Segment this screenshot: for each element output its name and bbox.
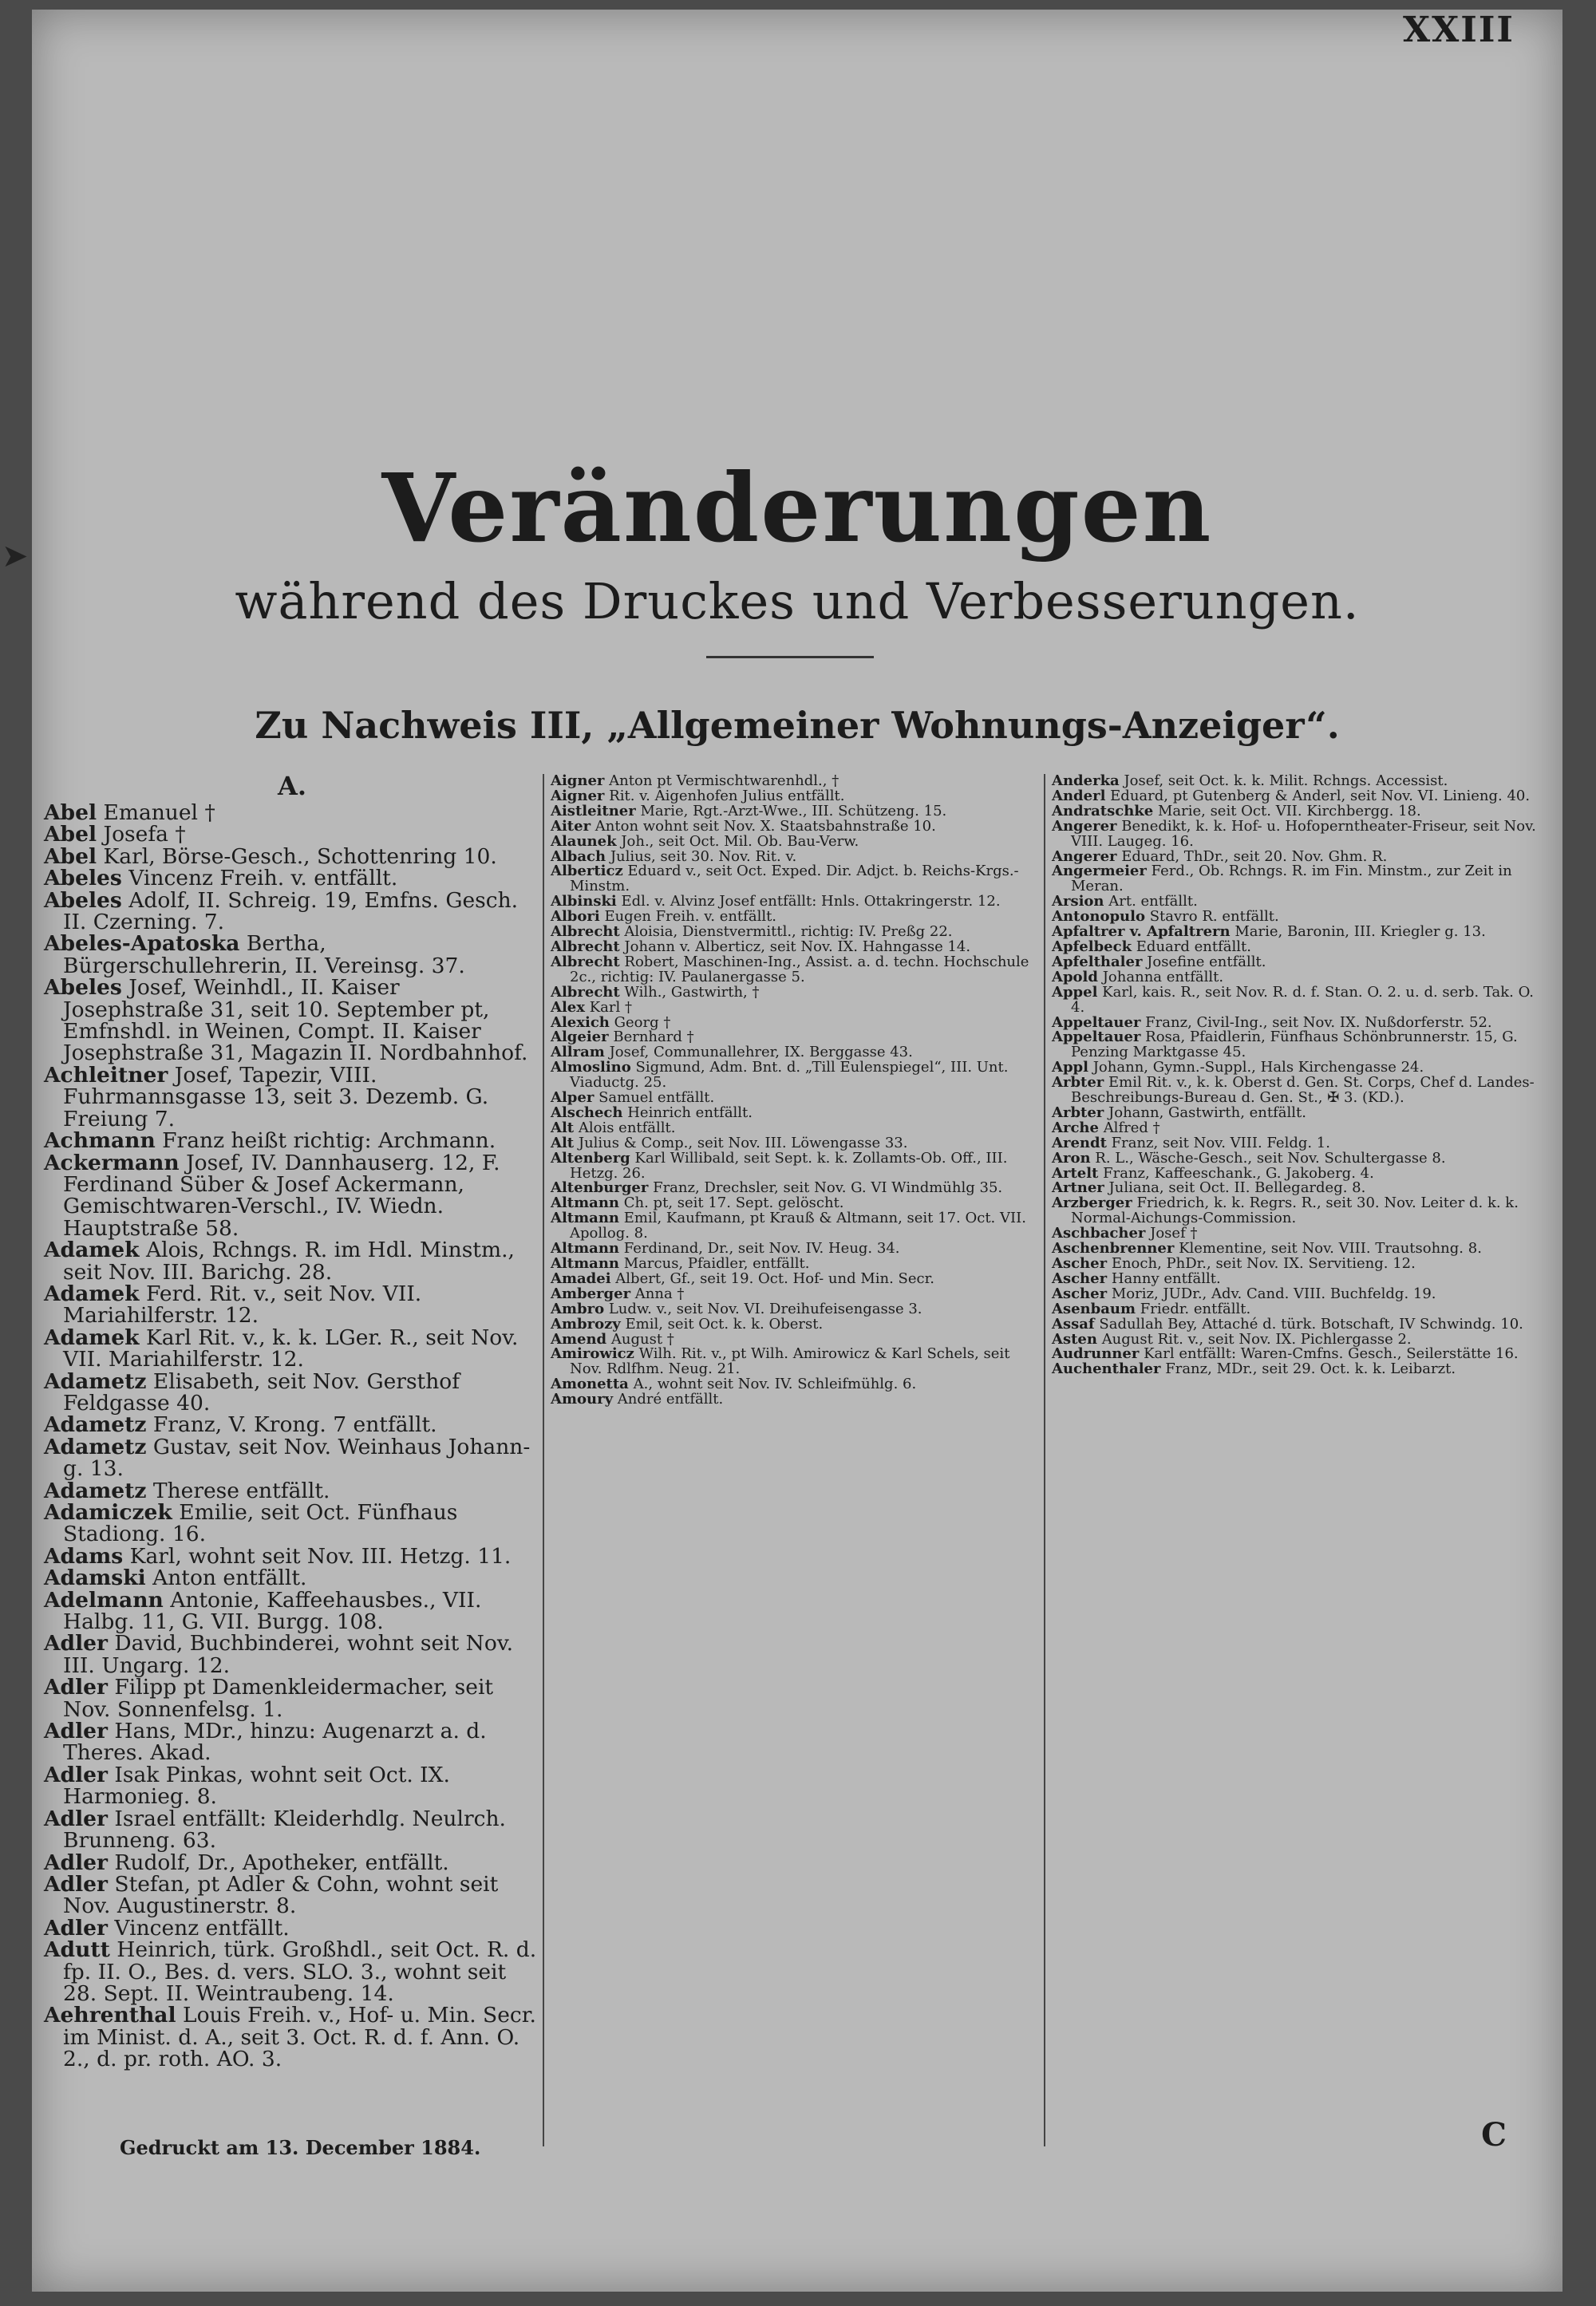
entry-text: Anton pt Vermischtwarenhdl., † xyxy=(609,772,839,789)
entry-text: A., wohnt seit Nov. IV. Schleifmühlg. 6. xyxy=(633,1376,917,1393)
directory-entry xyxy=(44,1239,540,1283)
entry-text: Josef, seit Oct. k. k. Milit. Rchngs. Accessist. xyxy=(1124,772,1448,789)
directory-entry xyxy=(44,933,540,977)
entry-name: Albrecht xyxy=(551,923,620,941)
entry-name: Angermeier xyxy=(1052,863,1147,880)
entry-name: Alt xyxy=(551,1119,575,1136)
directory-entry xyxy=(44,823,540,845)
entry-name: Adams xyxy=(44,1543,124,1569)
entry-text: André entfällt. xyxy=(617,1391,724,1408)
entry-text: Moriz, JUDr., Adv. Cand. VIII. Buchfeldg. 19. xyxy=(1111,1285,1436,1302)
entry-text: Ch. pt, seit 17. Sept. gelöscht. xyxy=(623,1194,844,1212)
directory-entry xyxy=(551,1060,1041,1091)
entry-name: Anderka xyxy=(1052,772,1120,789)
entry-text: August Rit. v., seit Nov. IX. Pichlergasse 2. xyxy=(1101,1330,1412,1348)
entry-text: Ludw. v., seit Nov. VI. Dreihufeisengasse 3. xyxy=(608,1300,922,1317)
entry-name: Abeles-Apatoska xyxy=(44,931,240,957)
entry-text: Karl † xyxy=(589,998,632,1016)
entry-text: Friedr. entfällt. xyxy=(1140,1300,1251,1317)
entry-text: Josef, Weinhdl., II. Kaiser Josephstraße 31, seit 10. September pt, Emfnshdl. in Weinen, Compt. II. Kaiser Josephstraße 31, Magazin II. Nordbahnhof. xyxy=(63,975,528,1066)
entry-text: Georg † xyxy=(614,1013,671,1031)
entry-name: Angerer xyxy=(1052,847,1117,865)
directory-entry xyxy=(44,1064,540,1130)
entry-text: Isak Pinkas, wohnt seit Oct. IX. Harmonieg. 8. xyxy=(63,1762,450,1810)
entry-name: Adler xyxy=(44,1871,108,1897)
directory-entry xyxy=(44,1871,540,1919)
entry-name: Adametz xyxy=(44,1434,147,1459)
entry-text: Johanna entfällt. xyxy=(1102,968,1224,985)
directory-entry xyxy=(44,1764,540,1808)
directory-entry xyxy=(1052,1196,1547,1226)
entry-text: Emil Rit. v., k. k. Oberst d. Gen. St. Corps, Chef d. Landes-Beschreibungs-Bureau d. Gen. St., ✠ 3. (KD.). xyxy=(1071,1074,1535,1107)
directory-entry xyxy=(551,955,1041,985)
entry-name: Auchenthaler xyxy=(1052,1360,1161,1378)
entry-text: Elisabeth, seit Nov. Gersthof Feldgasse 40. xyxy=(63,1368,460,1416)
entry-name: Angerer xyxy=(1052,817,1117,835)
entry-list xyxy=(1052,774,1547,1377)
directory-entry xyxy=(44,843,540,869)
entry-name: Allram xyxy=(551,1044,605,1061)
entry-text: Vincenz entfällt. xyxy=(114,1915,290,1941)
entry-text: Alois entfällt. xyxy=(578,1119,676,1136)
entry-text: Wilh., Gastwirth, † xyxy=(624,983,760,1001)
entry-name: Appeltauer xyxy=(1052,1013,1141,1031)
directory-entry xyxy=(44,1368,540,1416)
entry-text: Stefan, pt Adler & Cohn, wohnt seit Nov. Augustinerstr. 8. xyxy=(63,1871,499,1919)
entry-name: Anderl xyxy=(1052,787,1106,804)
entry-text: Joh., seit Oct. Mil. Ob. Bau-Verw. xyxy=(621,832,859,850)
entry-text: Franz, Kaffeeschank., G. Jakoberg. 4. xyxy=(1103,1164,1374,1182)
entry-name: Aigner xyxy=(551,787,605,804)
directory-entry xyxy=(44,1917,540,1939)
entry-text: Rosa, Pfaidlerin, Fünfhaus Schönbrunnerstr. 15, G. Penzing Marktgasse 45. xyxy=(1071,1029,1518,1061)
entry-name: Adler xyxy=(44,1806,108,1831)
entry-text: Eduard entfällt. xyxy=(1136,938,1251,955)
directory-entry xyxy=(44,1128,540,1154)
entry-name: Algeier xyxy=(551,1029,609,1046)
directory-entry xyxy=(44,867,540,889)
entry-name: Appl xyxy=(1052,1059,1088,1076)
entry-name: Adametz xyxy=(44,1368,147,1394)
entry-list xyxy=(551,774,1041,1408)
entry-name: Adamek xyxy=(44,1325,140,1350)
entry-text: Friedrich, k. k. Regrs. R., seit 30. Nov. Leiter d. k. k. Normal-Aichungs-Commission. xyxy=(1071,1194,1519,1227)
entry-text: Alfred † xyxy=(1103,1119,1160,1136)
entry-text: Heinrich, türk. Großhdl., seit Oct. R. d. fp. II. O., Bes. d. vers. SLO. 3., wohnt seit 28. Sept. II. Weintraubeng. 14. xyxy=(63,1937,537,2006)
entry-name: Adamiczek xyxy=(44,1500,172,1525)
entry-name: Arendt xyxy=(1052,1134,1107,1151)
directory-entry xyxy=(44,1502,540,1546)
directory-entry xyxy=(44,887,540,935)
entry-text: Franz, V. Krong. 7 entfällt. xyxy=(152,1412,437,1438)
entry-text: Franz, MDr., seit 29. Oct. k. k. Leibarzt. xyxy=(1165,1360,1456,1378)
entry-name: Asten xyxy=(1052,1330,1097,1348)
directory-entry xyxy=(44,1412,540,1438)
entry-name: Artelt xyxy=(1052,1164,1099,1182)
entry-name: Albrecht xyxy=(551,938,620,955)
entry-name: Ascher xyxy=(1052,1269,1108,1287)
entry-name: Alex xyxy=(551,998,585,1016)
entry-text: Josefine entfällt. xyxy=(1147,953,1266,970)
entry-text: Gustav, seit Nov. Weinhaus Johann-g. 13. xyxy=(63,1434,531,1482)
directory-entry xyxy=(44,1436,540,1480)
entry-name: Adamski xyxy=(44,1566,146,1591)
entry-name: Ascher xyxy=(1052,1255,1108,1272)
entry-name: Abel xyxy=(44,822,97,847)
directory-entry xyxy=(44,1676,540,1720)
entry-name: Adler xyxy=(44,1675,108,1700)
entry-text: David, Buchbinderei, wohnt seit Nov. III. Ungarg. 12. xyxy=(63,1631,514,1678)
entry-name: Abeles xyxy=(44,887,122,913)
entry-text: Bertha, Bürgerschullehrerin, II. Vereinsg. 37. xyxy=(63,931,465,978)
directory-entry xyxy=(44,1939,540,2004)
entry-name: Adametz xyxy=(44,1478,147,1503)
entry-text: Josef, Communallehrer, IX. Berggasse 43. xyxy=(609,1044,913,1061)
entry-text: Robert, Maschinen-Ing., Assist. a. d. techn. Hochschule 2c., richtig: IV. Paulanergasse 5. xyxy=(570,953,1029,985)
page-title: Veränderungen xyxy=(381,452,1213,563)
directory-entry xyxy=(1052,864,1547,894)
entry-text: Marie, Rgt.-Arzt-Wwe., III. Schützeng. 15. xyxy=(640,802,947,819)
entry-text: Ferdinand, Dr., seit Nov. IV. Heug. 34. xyxy=(623,1240,900,1258)
entry-text: Karl, kais. R., seit Nov. R. d. f. Stan. O. 2. u. d. serb. Tak. O. 4. xyxy=(1071,983,1534,1016)
directory-entry xyxy=(44,1589,540,1633)
entry-text: Josef, IV. Dannhauserg. 12, F. Ferdinand Süber & Josef Ackermann, Gemischtwaren-Verschl., IV. Wiedn. Hauptstraße 58. xyxy=(63,1150,500,1241)
entry-text: Johann, Gastwirth, entfällt. xyxy=(1108,1104,1306,1121)
directory-entry xyxy=(44,1720,540,1764)
directory-entry xyxy=(1052,1030,1547,1060)
entry-text: Marcus, Pfaidler, entfällt. xyxy=(623,1255,810,1272)
entry-name: Arche xyxy=(1052,1119,1099,1136)
entry-name: Albrecht xyxy=(551,953,620,970)
entry-text: Emilie, seit Oct. Fünfhaus Stadiong. 16. xyxy=(63,1500,458,1547)
entry-text: Antonie, Kaffeehausbes., VII. Halbg. 11, G. VII. Burgg. 108. xyxy=(63,1587,482,1635)
entry-text: Edl. v. Alvinz Josef entfällt: Hnls. Ottakringerstr. 12. xyxy=(621,893,1001,910)
entry-text: Anna † xyxy=(634,1285,685,1302)
entry-text: Ferd. Rit. v., seit Nov. VII. Mariahilferstr. 12. xyxy=(63,1281,422,1329)
entry-text: Vincenz Freih. v. entfällt. xyxy=(128,866,398,891)
entry-text: Anton wohnt seit Nov. X. Staatsbahnstraße 10. xyxy=(595,817,936,835)
directory-entry xyxy=(1052,819,1547,850)
entry-name: Apfaltrer v. Apfaltrern xyxy=(1052,923,1231,941)
column-3 xyxy=(1044,774,1547,2146)
entry-name: Altenburger xyxy=(551,1179,649,1197)
entry-name: Adler xyxy=(44,1631,108,1656)
entry-text: Franz heißt richtig: Archmann. xyxy=(162,1128,496,1154)
column-heading: A. xyxy=(278,771,306,801)
entry-name: Arsion xyxy=(1052,893,1104,910)
entry-name: Adametz xyxy=(44,1412,147,1438)
signature-mark: C xyxy=(1481,2116,1507,2154)
entry-name: Appeltauer xyxy=(1052,1029,1141,1046)
entry-text: Eduard v., seit Oct. Exped. Dir. Adjct. b. Reichs-Krgs.-Minstm. xyxy=(570,863,1019,895)
entry-name: Altmann xyxy=(551,1240,620,1258)
entry-name: Alberticz xyxy=(551,863,623,880)
entry-text: Karl, Börse-Gesch., Schottenring 10. xyxy=(103,843,497,869)
entry-text: Karl, wohnt seit Nov. III. Hetzg. 11. xyxy=(129,1543,512,1569)
entry-text: Rit. v. Aigenhofen Julius entfällt. xyxy=(609,787,845,804)
entry-text: Franz, seit Nov. VIII. Feldg. 1. xyxy=(1111,1134,1330,1151)
entry-name: Altenberg xyxy=(551,1149,630,1167)
entry-text: Samuel entfällt. xyxy=(598,1089,715,1107)
page-subtitle: während des Druckes und Verbesserungen. xyxy=(235,572,1360,630)
entry-name: Alper xyxy=(551,1089,595,1107)
entry-text: Marie, seit Oct. VII. Kirchbergg. 18. xyxy=(1157,802,1421,819)
entry-name: Albori xyxy=(551,908,600,926)
entry-name: Apold xyxy=(1052,968,1098,985)
directory-entry xyxy=(44,1543,540,1569)
print-date-note: Gedruckt am 13. December 1884. xyxy=(120,2136,481,2159)
entry-text: Aloisia, Dienstvermittl., richtig: IV. Preßg 22. xyxy=(624,923,953,941)
entry-name: Altmann xyxy=(551,1194,620,1212)
entry-name: Abeles xyxy=(44,866,122,891)
entry-name: Amadei xyxy=(551,1269,611,1287)
directory-entry xyxy=(44,1152,540,1240)
directory-entry xyxy=(44,802,540,823)
document-page xyxy=(2,10,1562,2292)
entry-text: Sadullah Bey, Attaché d. türk. Botschaft, IV Schwindg. 10. xyxy=(1099,1315,1523,1333)
entry-text: Israel entfällt: Kleiderhdlg. Neulrch. Brunneng. 63. xyxy=(63,1806,506,1854)
section-title: Zu Nachweis III, „Allgemeiner Wohnungs-Anzeiger“. xyxy=(255,704,1340,747)
entry-name: Adler xyxy=(44,1762,108,1787)
entry-name: Apfelbeck xyxy=(1052,938,1132,955)
entry-text: Heinrich entfällt. xyxy=(627,1104,753,1121)
directory-entry xyxy=(44,1808,540,1852)
entry-text: Eugen Freih. v. entfällt. xyxy=(604,908,777,926)
entry-text: Filipp pt Damenkleidermacher, seit Nov. Sonnenfelsg. 1. xyxy=(63,1675,494,1722)
entry-name: Ambro xyxy=(551,1300,605,1317)
directory-entry xyxy=(44,1852,540,1874)
entry-text: Louis Freih. v., Hof- u. Min. Secr. im Minist. d. A., seit 3. Oct. R. d. f. Ann. O. 2., d. pr. roth. AO. 3. xyxy=(63,2003,536,2072)
entry-name: Artner xyxy=(1052,1179,1104,1197)
entry-name: Aistleitner xyxy=(551,802,636,819)
entry-text: R. L., Wäsche-Gesch., seit Nov. Schultergasse 8. xyxy=(1095,1149,1446,1167)
entry-text: Art. entfällt. xyxy=(1108,893,1198,910)
directory-entry xyxy=(1052,1076,1547,1106)
entry-name: Aehrenthal xyxy=(44,2003,176,2028)
directory-entry xyxy=(44,2004,540,2070)
entry-text: Julius & Comp., seit Nov. III. Löwengasse 33. xyxy=(578,1134,908,1151)
entry-name: Arbter xyxy=(1052,1104,1104,1121)
entry-name: Appel xyxy=(1052,983,1098,1001)
column-1 xyxy=(44,772,540,2071)
directory-entry xyxy=(551,864,1041,894)
entry-name: Apfelthaler xyxy=(1052,953,1143,970)
entry-name: Albinski xyxy=(551,893,617,910)
title-divider xyxy=(706,656,874,658)
entry-list xyxy=(44,802,540,2071)
entry-name: Alschech xyxy=(551,1104,623,1121)
entry-name: Aron xyxy=(1052,1149,1091,1167)
entry-name: Ackermann xyxy=(44,1150,180,1175)
entry-text: Sigmund, Adm. Bnt. d. „Till Eulenspiegel“, III. Unt. Viaductg. 25. xyxy=(570,1059,1009,1092)
entry-text: Adolf, II. Schreig. 19, Emfns. Gesch. II. Czerning. 7. xyxy=(63,887,519,935)
entry-text: Therese entfällt. xyxy=(152,1478,330,1503)
directory-entry xyxy=(1052,985,1547,1016)
entry-name: Alexich xyxy=(551,1013,610,1031)
entry-name: Abeles xyxy=(44,975,122,1001)
entry-name: Adler xyxy=(44,1719,108,1744)
entry-text: Josef † xyxy=(1150,1225,1198,1242)
directory-entry xyxy=(551,1211,1041,1242)
page-number: XXIII xyxy=(1402,10,1515,50)
entry-text: Karl entfällt: Waren-Cmfns. Gesch., Seilerstätte 16. xyxy=(1144,1345,1519,1363)
entry-text: Benedikt, k. k. Hof- u. Hofoperntheater-Friseur, seit Nov. VIII. Laugeg. 16. xyxy=(1071,817,1536,850)
entry-name: Amend xyxy=(551,1330,607,1348)
entry-text: Hanny entfällt. xyxy=(1111,1269,1221,1287)
entry-name: Achleitner xyxy=(44,1062,168,1088)
directory-entry xyxy=(551,1347,1041,1377)
entry-text: Josef, Tapezir, VIII. Fuhrmannsgasse 13, seit 3. Dezemb. G. Freiung 7. xyxy=(63,1062,489,1131)
entry-name: Amonetta xyxy=(551,1376,629,1393)
directory-entry xyxy=(44,1567,540,1589)
entry-text: Emil, seit Oct. k. k. Oberst. xyxy=(625,1315,824,1333)
entry-name: Abel xyxy=(44,800,97,825)
entry-text: Ferd., Ob. Rchngs. R. im Fin. Minstm., zur Zeit in Meran. xyxy=(1071,863,1512,895)
directory-entry xyxy=(44,1633,540,1676)
entry-text: Alois, Rchngs. R. im Hdl. Minstm., seit Nov. III. Barichg. 28. xyxy=(63,1238,515,1285)
entry-name: Adamek xyxy=(44,1281,140,1306)
entry-text: Hans, MDr., hinzu: Augenarzt a. d. Theres. Akad. xyxy=(63,1719,487,1766)
entry-text: Emanuel † xyxy=(103,800,215,825)
directory-entry xyxy=(44,1283,540,1327)
entry-name: Andratschke xyxy=(1052,802,1154,819)
directory-entry xyxy=(44,1327,540,1371)
entry-text: Johann, Gymn.-Suppl., Hals Kirchengasse 24. xyxy=(1092,1059,1424,1076)
directory-entry xyxy=(44,1480,540,1502)
entry-name: Adamek xyxy=(44,1238,140,1263)
entry-name: Aigner xyxy=(551,772,605,789)
entry-text: Anton entfällt. xyxy=(152,1566,307,1591)
entry-name: Adutt xyxy=(44,1937,110,1963)
entry-name: Arzberger xyxy=(1052,1194,1132,1212)
entry-name: Amirowicz xyxy=(551,1345,634,1363)
entry-text: Franz, Drechsler, seit Nov. G. VI Windmühlg 35. xyxy=(653,1179,1003,1197)
directory-entry xyxy=(551,1151,1041,1182)
entry-name: Achmann xyxy=(44,1128,156,1154)
entry-name: Arbter xyxy=(1052,1074,1104,1092)
entry-text: Wilh. Rit. v., pt Wilh. Amirowicz & Karl Schels, seit Nov. Rdlfhm. Neug. 21. xyxy=(570,1345,1010,1378)
entry-name: Antonopulo xyxy=(1052,908,1145,926)
entry-name: Ambrozy xyxy=(551,1315,621,1333)
entry-name: Alaunek xyxy=(551,832,617,850)
entry-text: Bernhard † xyxy=(613,1029,694,1046)
entry-text: Juliana, seit Oct. II. Bellegardeg. 8. xyxy=(1108,1179,1366,1197)
margin-arrow-icon: ➤ xyxy=(2,538,29,575)
entry-name: Adelmann xyxy=(44,1587,164,1613)
entry-name: Altmann xyxy=(551,1255,620,1272)
entry-text: Josefa † xyxy=(103,822,186,847)
entry-text: Franz, Civil-Ing., seit Nov. IX. Nußdorferstr. 52. xyxy=(1145,1013,1492,1031)
entry-name: Amoury xyxy=(551,1391,614,1408)
entry-name: Assaf xyxy=(1052,1315,1095,1333)
entry-text: August † xyxy=(610,1330,674,1348)
entry-name: Adler xyxy=(44,1915,108,1941)
entry-name: Amberger xyxy=(551,1285,631,1302)
entry-text: Karl Rit. v., k. k. LGer. R., seit Nov. VII. Mariahilferstr. 12. xyxy=(63,1325,519,1372)
entry-text: Stavro R. entfällt. xyxy=(1149,908,1279,926)
entry-name: Abel xyxy=(44,843,97,869)
entry-text: Eduard, ThDr., seit 20. Nov. Ghm. R. xyxy=(1121,847,1388,865)
directory-entry xyxy=(551,1392,1041,1408)
entry-name: Alt xyxy=(551,1134,575,1151)
entry-text: Eduard, pt Gutenberg & Anderl, seit Nov. VI. Linieng. 40. xyxy=(1110,787,1531,804)
entry-name: Ascher xyxy=(1052,1285,1108,1302)
entry-name: Altmann xyxy=(551,1210,620,1227)
entry-name: Aschenbrenner xyxy=(1052,1240,1175,1258)
entry-text: Marie, Baronin, III. Kriegler g. 13. xyxy=(1235,923,1486,941)
entry-text: Johann v. Alberticz, seit Nov. IX. Hahngasse 14. xyxy=(624,938,971,955)
entry-text: Klementine, seit Nov. VIII. Trautsohng. 8. xyxy=(1179,1240,1482,1258)
entry-text: Enoch, PhDr., seit Nov. IX. Servitieng. 12. xyxy=(1111,1255,1416,1272)
entry-name: Albach xyxy=(551,847,606,865)
entry-name: Audrunner xyxy=(1052,1345,1140,1363)
entry-name: Aiter xyxy=(551,817,591,835)
entry-text: Julius, seit 30. Nov. Rit. v. xyxy=(610,847,797,865)
entry-name: Albrecht xyxy=(551,983,620,1001)
entry-text: Albert, Gf., seit 19. Oct. Hof- und Min. Secr. xyxy=(615,1269,934,1287)
entry-text: Karl Willibald, seit Sept. k. k. Zollamts-Ob. Off., III. Hetzg. 26. xyxy=(570,1149,1008,1182)
entry-name: Aschbacher xyxy=(1052,1225,1146,1242)
entry-text: Emil, Kaufmann, pt Krauß & Altmann, seit 17. Oct. VII. Apollog. 8. xyxy=(570,1210,1026,1242)
column-2 xyxy=(543,774,1041,2146)
directory-entry xyxy=(44,977,540,1064)
entry-text: Rudolf, Dr., Apotheker, entfällt. xyxy=(114,1850,449,1875)
entry-name: Asenbaum xyxy=(1052,1300,1136,1317)
entry-name: Adler xyxy=(44,1850,108,1875)
entry-name: Almoslino xyxy=(551,1059,631,1076)
directory-entry xyxy=(1052,1362,1547,1377)
